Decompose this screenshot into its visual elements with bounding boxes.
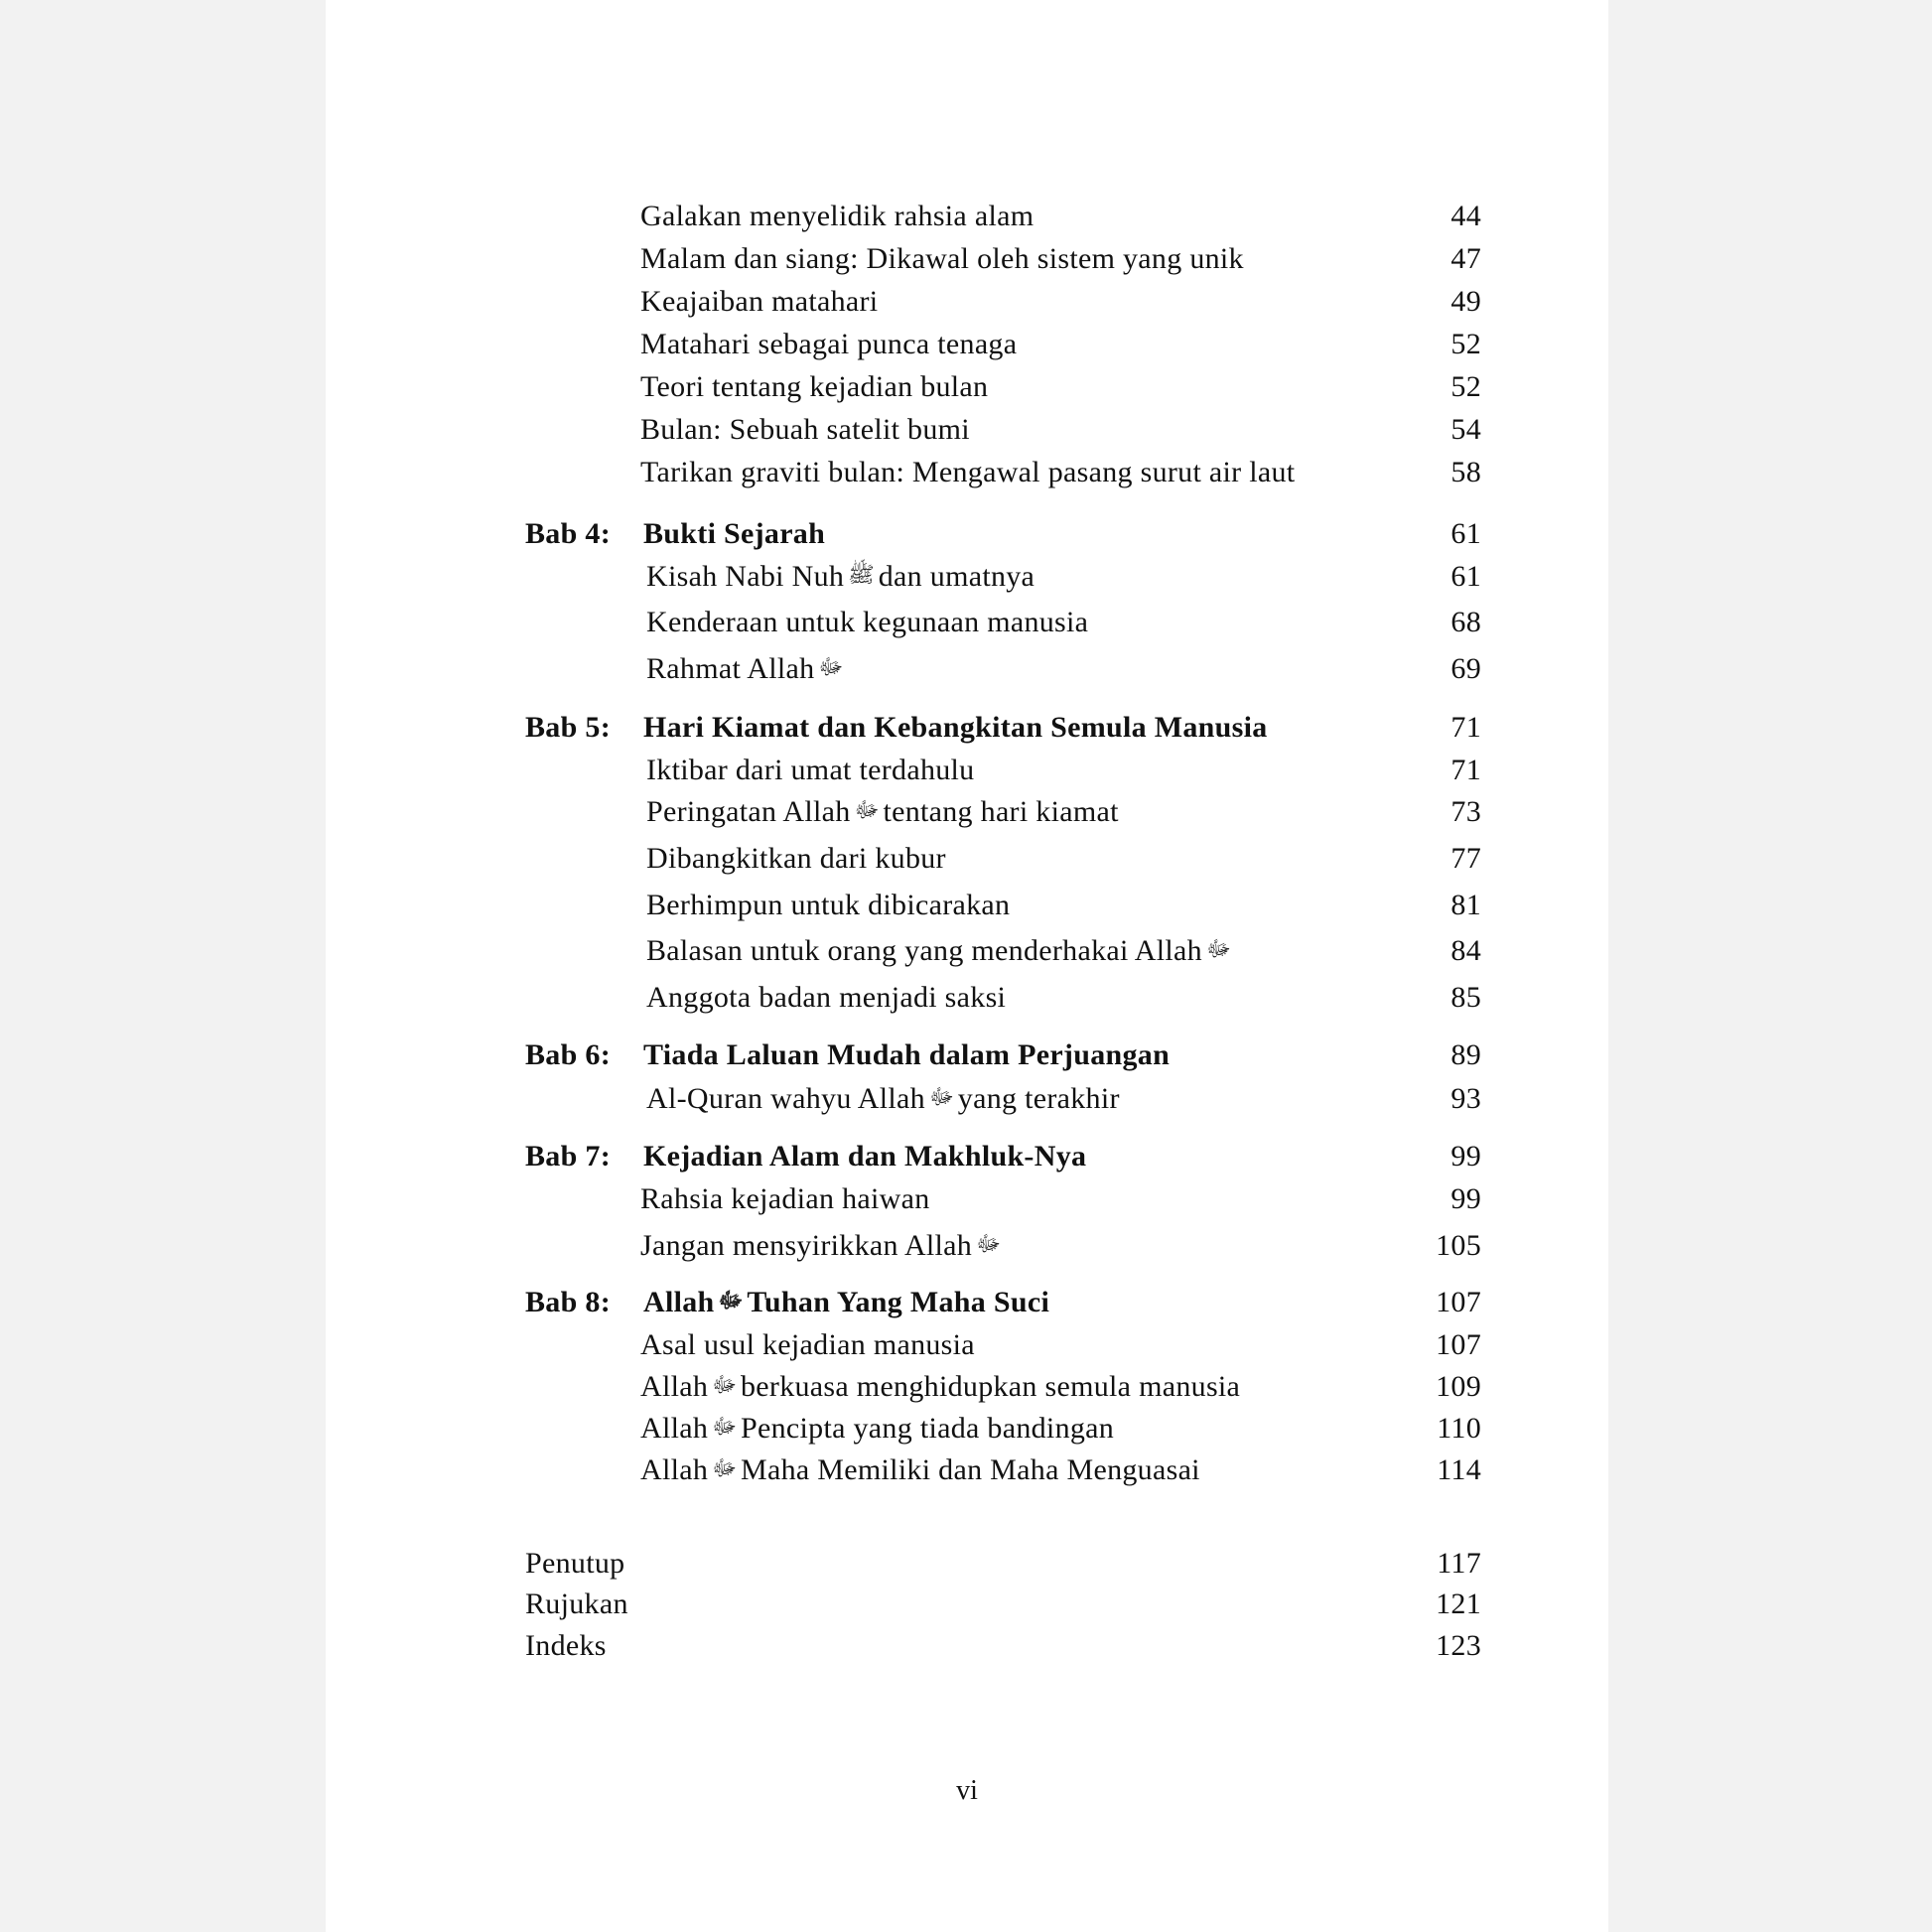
honorific-glyph-icon: ﷻ xyxy=(1205,937,1231,962)
toc-chapter-row[interactable] xyxy=(326,1283,1608,1322)
toc-title xyxy=(640,282,878,322)
toc-title xyxy=(643,1137,1086,1176)
page-number: 93 xyxy=(1450,1082,1481,1115)
toc-entry-row[interactable] xyxy=(326,1409,1608,1449)
toc-title-suffix: dan umatnya xyxy=(878,560,1035,593)
toc-chapter-row[interactable] xyxy=(326,708,1608,748)
honorific-glyph-icon: ﷻ xyxy=(712,1373,737,1398)
toc-title-text: Allah xyxy=(643,1286,715,1318)
honorific-glyph-icon: ﷻ xyxy=(976,1232,1001,1257)
page-number: 89 xyxy=(1450,1038,1481,1071)
page-number: 49 xyxy=(1450,285,1481,318)
toc-title-text: Asal usul kejadian manusia xyxy=(640,1328,975,1361)
toc-title-text: Berhimpun untuk dibicarakan xyxy=(646,889,1011,921)
toc-title xyxy=(640,453,1295,492)
toc-entry-row[interactable] xyxy=(326,792,1608,832)
toc-title xyxy=(640,239,1244,279)
toc-title xyxy=(646,886,1010,925)
toc-title xyxy=(646,931,1235,971)
chapter-number: Bab 7: xyxy=(525,1140,611,1173)
toc-entry-row[interactable] xyxy=(326,453,1608,492)
page-number: 71 xyxy=(1450,754,1481,786)
page-number: 61 xyxy=(1450,517,1481,550)
toc-entry-row[interactable] xyxy=(326,557,1608,597)
honorific-glyph-icon: ﷻ xyxy=(712,1456,737,1481)
toc-title-text: Tiada Laluan Mudah dalam Perjuangan xyxy=(643,1038,1171,1071)
toc-title xyxy=(646,978,1006,1018)
page-number: 107 xyxy=(1436,1286,1481,1318)
page-number: 99 xyxy=(1450,1140,1481,1173)
toc-title xyxy=(640,1367,1240,1407)
toc-title xyxy=(640,325,1017,364)
toc-title xyxy=(640,1226,1005,1266)
page-number: 109 xyxy=(1436,1370,1481,1403)
toc-title-text: Keajaiban matahari xyxy=(640,285,879,318)
toc-title-suffix: yang terakhir xyxy=(957,1082,1120,1115)
toc-entry-row[interactable] xyxy=(326,410,1608,450)
toc-entry-row[interactable] xyxy=(326,1226,1608,1266)
toc-title-text: Kisah Nabi Nuh xyxy=(646,560,845,593)
toc-title-text: Matahari sebagai punca tenaga xyxy=(640,328,1018,360)
toc-title xyxy=(525,1544,624,1584)
toc-back-matter-row[interactable] xyxy=(326,1585,1608,1624)
toc-title-text: Al-Quran wahyu Allah xyxy=(646,1082,925,1115)
toc-title-suffix: tentang hari kiamat xyxy=(883,795,1119,828)
page-number: 61 xyxy=(1450,560,1481,593)
honorific-glyph-icon: ﷻ xyxy=(928,1085,954,1110)
toc-title xyxy=(640,1325,975,1365)
toc-entry-row[interactable] xyxy=(326,1450,1608,1490)
toc-chapter-row[interactable] xyxy=(326,1035,1608,1075)
toc-title-text: Malam dan siang: Dikawal oleh sistem yang unik xyxy=(640,242,1244,275)
toc-entry-row[interactable] xyxy=(326,197,1608,236)
toc-title xyxy=(640,1450,1200,1490)
page-number: 117 xyxy=(1437,1547,1481,1580)
toc-title-text: Anggota badan menjadi saksi xyxy=(646,981,1007,1014)
toc-entry-row[interactable] xyxy=(326,649,1608,689)
toc-title xyxy=(640,410,970,450)
toc-title-text: Allah xyxy=(640,1412,709,1445)
toc-back-matter-row[interactable] xyxy=(326,1544,1608,1584)
page-number: 44 xyxy=(1450,200,1481,232)
page-number: 84 xyxy=(1450,934,1481,967)
page-number: 71 xyxy=(1450,711,1481,744)
toc-title xyxy=(643,708,1268,748)
toc-title-text: Dibangkitkan dari kubur xyxy=(646,842,946,875)
toc-entry-row[interactable] xyxy=(326,367,1608,407)
toc-back-matter-row[interactable] xyxy=(326,1626,1608,1666)
toc-entry-row[interactable] xyxy=(326,1179,1608,1219)
page-number: 114 xyxy=(1437,1453,1481,1486)
page-number: 58 xyxy=(1450,456,1481,488)
toc-title-text: Jangan mensyirikkan Allah xyxy=(640,1229,973,1262)
toc-title-text: Allah xyxy=(640,1370,709,1403)
toc-title xyxy=(646,792,1119,832)
toc-title-text: Balasan untuk orang yang menderhakai Allah xyxy=(646,934,1202,967)
toc-entry-row[interactable] xyxy=(326,1079,1608,1119)
page-number: 85 xyxy=(1450,981,1481,1014)
chapter-number: Bab 4: xyxy=(525,517,611,550)
toc-title xyxy=(643,1035,1170,1075)
toc-title-text: Indeks xyxy=(525,1629,607,1662)
toc-entry-row[interactable] xyxy=(326,751,1608,790)
toc-title-text: Allah xyxy=(640,1453,709,1486)
toc-title-suffix: Maha Memiliki dan Maha Menguasai xyxy=(741,1453,1200,1486)
honorific-glyph-icon: ﷻ xyxy=(718,1289,744,1313)
toc-title xyxy=(525,1585,628,1624)
toc-entry-row[interactable] xyxy=(326,282,1608,322)
toc-title xyxy=(640,197,1034,236)
chapter-number: Bab 6: xyxy=(525,1038,611,1071)
toc-chapter-row[interactable] xyxy=(326,514,1608,554)
toc-title-text: Galakan menyelidik rahsia alam xyxy=(640,200,1035,232)
toc-entry-row[interactable] xyxy=(326,239,1608,279)
toc-title-suffix: berkuasa menghidupkan semula manusia xyxy=(741,1370,1241,1403)
honorific-glyph-icon: ﷻ xyxy=(712,1415,737,1440)
toc-entry-row[interactable] xyxy=(326,886,1608,925)
page-number: 47 xyxy=(1450,242,1481,275)
page-number: 54 xyxy=(1450,413,1481,446)
page-number: 77 xyxy=(1450,842,1481,875)
toc-title-text: Hari Kiamat dan Kebangkitan Semula Manusia xyxy=(643,711,1268,744)
page-number: 121 xyxy=(1436,1587,1481,1620)
toc-title-text: Teori tentang kejadian bulan xyxy=(640,370,989,403)
chapter-number: Bab 5: xyxy=(525,711,611,744)
honorific-glyph-icon: ﷻ xyxy=(854,798,880,823)
page-number: 52 xyxy=(1450,328,1481,360)
book-page xyxy=(326,0,1608,1932)
toc-title-text: Rahmat Allah xyxy=(646,652,815,685)
toc-title xyxy=(646,751,974,790)
toc-title-suffix: Pencipta yang tiada bandingan xyxy=(741,1412,1115,1445)
page-number: 81 xyxy=(1450,889,1481,921)
toc-entry-row[interactable] xyxy=(326,931,1608,971)
toc-title-text: Kejadian Alam dan Makhluk-Nya xyxy=(643,1140,1087,1173)
honorific-glyph-icon: ﷺ xyxy=(848,563,875,588)
toc-title-suffix: Tuhan Yang Maha Suci xyxy=(747,1286,1050,1318)
toc-entry-row[interactable] xyxy=(326,603,1608,642)
toc-title xyxy=(646,649,847,689)
page-number: 69 xyxy=(1450,652,1481,685)
toc-title xyxy=(646,603,1088,642)
page-folio: vi xyxy=(956,1775,978,1806)
toc-title-text: Bulan: Sebuah satelit bumi xyxy=(640,413,970,446)
toc-entry-row[interactable] xyxy=(326,1325,1608,1365)
toc-title xyxy=(643,514,825,554)
toc-title-text: Bukti Sejarah xyxy=(643,517,826,550)
toc-title xyxy=(640,1179,930,1219)
toc-title-text: Tarikan graviti bulan: Mengawal pasang surut air laut xyxy=(640,456,1296,488)
toc-title-text: Rahsia kejadian haiwan xyxy=(640,1182,930,1215)
toc-title xyxy=(640,367,988,407)
toc-entry-row[interactable] xyxy=(326,325,1608,364)
toc-title xyxy=(525,1626,607,1666)
toc-chapter-row[interactable] xyxy=(326,1137,1608,1176)
toc-title xyxy=(643,1283,1049,1322)
honorific-glyph-icon: ﷻ xyxy=(818,655,844,680)
page-number: 99 xyxy=(1450,1182,1481,1215)
toc-title xyxy=(646,557,1035,597)
page-number: 68 xyxy=(1450,606,1481,638)
page-number: 52 xyxy=(1450,370,1481,403)
page-number: 123 xyxy=(1436,1629,1481,1662)
page-number: 73 xyxy=(1450,795,1481,828)
toc-title xyxy=(640,1409,1114,1449)
page-number: 110 xyxy=(1437,1412,1481,1445)
page-number: 105 xyxy=(1436,1229,1481,1262)
page-number: 107 xyxy=(1436,1328,1481,1361)
toc-title-text: Penutup xyxy=(525,1547,625,1580)
toc-entry-row[interactable] xyxy=(326,839,1608,879)
toc-title xyxy=(646,839,946,879)
toc-title-text: Iktibar dari umat terdahulu xyxy=(646,754,975,786)
toc-title-text: Rujukan xyxy=(525,1587,628,1620)
toc-entry-row[interactable] xyxy=(326,1367,1608,1407)
toc-entry-row[interactable] xyxy=(326,978,1608,1018)
chapter-number: Bab 8: xyxy=(525,1286,611,1318)
toc-title xyxy=(646,1079,1120,1119)
toc-title-text: Kenderaan untuk kegunaan manusia xyxy=(646,606,1089,638)
toc-title-text: Peringatan Allah xyxy=(646,795,851,828)
